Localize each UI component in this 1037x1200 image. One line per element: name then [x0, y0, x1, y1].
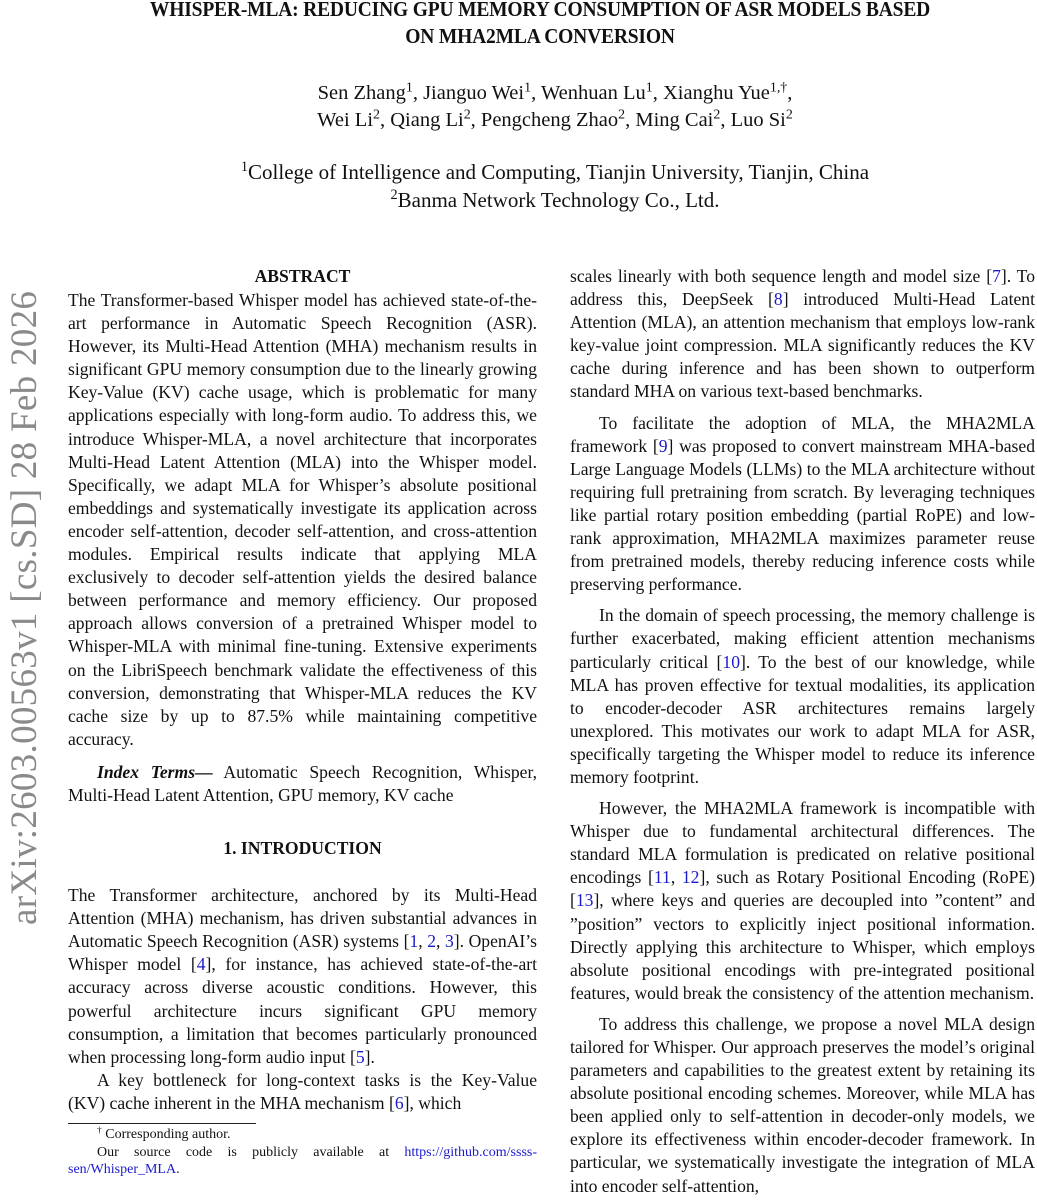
- intro-paragraph-4: [570, 604, 1035, 789]
- citation-link[interactable]: 12: [681, 867, 700, 888]
- intro-paragraph-3: [570, 412, 1035, 597]
- index-terms-text: Automatic Speech Recognition, Whisper, Multi-Head Latent Attention, GPU memory, KV cache: [68, 761, 537, 805]
- title-line-1: WHISPER-MLA: REDUCING GPU MEMORY CONSUMPTION OF ASR MODELS BASED: [149, 0, 931, 21]
- author-list: [0, 80, 1037, 134]
- text-run: In the domain of speech processing, the memory challenge is further exacerbated, making efficient attention mechanisms particularly critical [: [570, 605, 1035, 672]
- separator: ,: [412, 82, 424, 104]
- citation-link[interactable]: 2: [427, 931, 436, 952]
- citation-link[interactable]: 9: [658, 435, 668, 456]
- author-line-1: [0, 80, 1037, 107]
- author-affil-mark: 2: [463, 107, 471, 123]
- citation-link[interactable]: 4: [196, 954, 206, 975]
- github-link[interactable]: https://github.com/ssss-sen/Whisper_MLA: [68, 1144, 537, 1177]
- separator: ,: [625, 109, 636, 131]
- separator: ,: [531, 82, 541, 104]
- citation-link[interactable]: 6: [394, 1092, 404, 1113]
- author-name: Sen Zhang: [317, 82, 406, 104]
- citation-link[interactable]: 1: [409, 931, 419, 952]
- text-run: ], such as Rotary Positional Encoding (RoPE) [: [570, 867, 1036, 911]
- affil-text: College of Intelligence and Computing, Tianjin University, Tianjin, China: [248, 160, 870, 184]
- author-name: Ming Cai: [635, 109, 714, 131]
- author-name: Wenhuan Lu: [540, 82, 646, 104]
- text-run: ].: [364, 1046, 375, 1067]
- footnote-source-code: [68, 1144, 537, 1179]
- text-run: ], which: [403, 1092, 462, 1113]
- footnote-text: Corresponding author.: [101, 1127, 231, 1142]
- citation-link[interactable]: 13: [575, 890, 594, 911]
- separator: ,: [652, 82, 663, 104]
- separator: ,: [787, 82, 793, 104]
- index-terms-label: Index Terms—: [97, 761, 213, 782]
- text-run: ]. To the best of our knowledge, while MLA has proven effective for textual modalities, its application to encoder-decoder ASR architectures remains largely unexplored. This motivates our work to adapt MLA for ASR, specifically targeting the Whisper model to reduce its inference memory footprint.: [570, 651, 1035, 787]
- footnote-text: Our source code is publicly available at: [97, 1144, 405, 1160]
- intro-paragraph-2-start: [68, 1069, 537, 1115]
- citation-link[interactable]: 3: [444, 931, 454, 952]
- affiliation-list: [0, 158, 1037, 214]
- author-affil-mark: 1: [645, 80, 653, 96]
- author-name: Luo Si: [730, 109, 786, 131]
- intro-paragraph-6: To address this challenge, we propose a novel MLA design tailored for Whisper. Our approach preserves the model’s original parameters and capabilities to the greatest extent by retaining its absolute positional encoding schemes. Moreover, while MLA has been applied only to self-attention in decoder-only models, we explore its effectiveness within encoder-decoder framework. In particular, we systematically investigate the integration of MLA into encoder self-attention,: [570, 1013, 1035, 1196]
- affiliation-1: [0, 158, 1037, 186]
- index-terms: [68, 761, 537, 807]
- author-name: Jianguo Wei: [423, 82, 525, 104]
- text-run: ,: [436, 931, 445, 952]
- footnote-corresponding-author: [68, 1126, 537, 1144]
- author-affil-mark: 1: [524, 80, 532, 96]
- citation-link[interactable]: 10: [722, 651, 740, 672]
- citation-link[interactable]: 11: [653, 867, 671, 888]
- text-run: ], where keys and queries are decoupled into ”content” and ”position” vectors to explicitly inject positional information. Directly applying this architecture to Whisper, which employs absolute positional encodings with pre-integrated positional features, would break the consistency of the attention mechanism.: [570, 890, 1035, 1003]
- text-run: ] was proposed to convert mainstream MHA-based Large Language Models (LLMs) to the MLA architecture without requiring full pretraining from scratch. By leveraging techniques like partial rotary position embedding (partial RoPE) and low-rank approximation, MHA2MLA maximizes parameter reuse from pretrained models, thereby reducing inference costs while preserving performance.: [570, 435, 1035, 595]
- abstract-text: The Transformer-based Whisper model has achieved state-of-the-art performance in Automatic Speech Recognition (ASR). However, its Multi-Head Attention (MHA) mechanism results in significant GPU memory consumption due to the linearly growing Key-Value (KV) cache usage, which is problematic for many applications especially with long-form audio. To address this, we introduce Whisper-MLA, a novel architecture that incorporates Multi-Head Latent Attention (MLA) into the Whisper model. Specifically, we adapt MLA for Whisper’s absolute positional embeddings and systematically investigate its application across encoder self-attention, decoder self-attention, and cross-attention modules. Empirical results indicate that applying MLA exclusively to decoder self-attention yields the desired balance between performance and memory efficiency. Our proposed approach allows conversion of a pretrained Whisper model to Whisper-MLA with minimal fine-tuning. Extensive experiments on the LibriSpeech benchmark validate the effectiveness of this conversion, demonstrating that Whisper-MLA reduces the KV cache size by up to 87.5% while maintaining competitive accuracy.: [68, 290, 537, 749]
- footnote-text: .: [176, 1162, 180, 1177]
- author-affil-mark: 1,†: [769, 80, 788, 96]
- author-affil-mark: 1: [405, 80, 413, 96]
- intro-paragraph-1: [68, 884, 537, 1069]
- text-run: However, the MHA2MLA framework is incompatible with Whisper due to fundamental architectural differences. The standard MLA formulation is predicated on relative positional encodings [: [570, 798, 1035, 888]
- text-run: ] introduced Multi-Head Latent Attention (MLA), an attention mechanism that employs low-rank key-value joint compression. MLA significantly reduces the KV cache during inference and has been shown to outperform standard MHA on various text-based benchmarks.: [570, 289, 1035, 402]
- arxiv-identifier-stamp: arXiv:2603.00563v1 [cs.SD] 28 Feb 2026: [4, 290, 45, 925]
- affil-mark: 2: [390, 187, 398, 204]
- text-run: ,: [418, 931, 428, 952]
- text-run: ]. OpenAI’s Whisper model [: [68, 931, 537, 975]
- citation-link[interactable]: 8: [773, 289, 783, 310]
- paper-title: [75, 0, 1005, 50]
- text-run: scales linearly with both sequence length and model size [: [570, 266, 993, 286]
- title-line-2: ON MHA2MLA CONVERSION: [405, 24, 675, 48]
- citation-link[interactable]: 5: [355, 1046, 365, 1067]
- text-run: ], for instance, has achieved state-of-the-art accuracy across diverse acoustic conditions. However, this powerful architecture incurs significant GPU memory consumption, a limitation that becomes particularly pronounced when processing long-form audio input [: [68, 954, 538, 1067]
- author-name: Pengcheng Zhao: [480, 109, 619, 131]
- separator: ,: [720, 109, 731, 131]
- right-column: [570, 265, 1035, 1198]
- separator: ,: [470, 109, 481, 131]
- intro-paragraph-5: [570, 797, 1035, 1005]
- author-name: Qiang Li: [390, 109, 464, 131]
- abstract-heading: ABSTRACT: [254, 266, 351, 286]
- dagger-mark: †: [97, 1125, 102, 1136]
- left-column: [68, 265, 537, 1179]
- author-affil-mark: 2: [785, 107, 793, 123]
- author-name: Xianghu Yue: [662, 82, 770, 104]
- introduction-heading: 1. INTRODUCTION: [223, 838, 382, 859]
- citation-link[interactable]: 7: [992, 266, 1001, 286]
- author-name: Wei Li: [317, 109, 374, 131]
- author-affil-mark: 2: [618, 107, 626, 123]
- separator: ,: [380, 109, 391, 131]
- footnote-divider: [68, 1123, 256, 1124]
- footnotes: [68, 1126, 537, 1179]
- author-affil-mark: 2: [713, 107, 721, 123]
- text-run: ,: [670, 867, 682, 888]
- text-run: ]. To address this, DeepSeek [: [570, 266, 1035, 310]
- text-run: To facilitate the adoption of MLA, the MHA2MLA framework [: [570, 412, 1035, 456]
- affil-text: Banma Network Technology Co., Ltd.: [397, 188, 720, 212]
- author-line-2: [0, 107, 1037, 134]
- text-run: A key bottleneck for long-context tasks is the Key-Value (KV) cache inherent in the MHA mechanism [: [68, 1069, 537, 1113]
- text-run: The Transformer architecture, anchored by its Multi-Head Attention (MHA) mechanism, has driven substantial advances in Automatic Speech Recognition (ASR) systems [: [68, 885, 537, 952]
- affil-mark: 1: [240, 159, 249, 176]
- affiliation-2: [0, 186, 1037, 214]
- intro-paragraph-2-cont: [570, 265, 1035, 404]
- author-affil-mark: 2: [373, 107, 380, 123]
